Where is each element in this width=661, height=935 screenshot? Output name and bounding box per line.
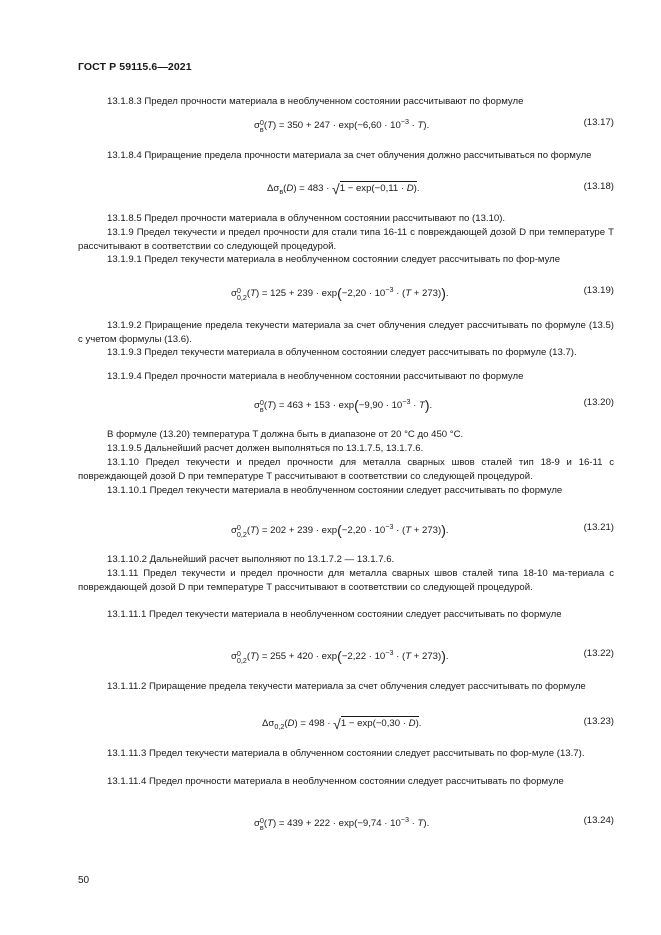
equation-13-21: σ 0 0,2 $(T) = 202 + 239 \cdot \exp(-2,20 \cdot 10^{-3} \cdot (T + 273))$. (13.21) <box>231 522 614 539</box>
equation-number: (13.17) <box>583 117 614 128</box>
paragraph-13-1-11-1: 13.1.11.1 Предел текучести материала в необлученном состоянии следует рассчитывать по формуле <box>107 609 562 620</box>
equation-number: (13.19) <box>583 285 614 296</box>
paragraph-13-1-10: 13.1.10 Предел текучести и предел прочности для металла сварных швов сталей тип 18-9 и 16-11 с повреждающей дозой D при температуре T рассчитывают в соответствии со следующей процедурой. <box>78 457 614 482</box>
paragraph-temperature-note: В формуле (13.20) температура T должна быть в диапазоне от 20 °C до 450 °C. <box>107 429 464 440</box>
square-root: √1 − exp(−0,30 · D) <box>333 716 419 732</box>
equation-number: (13.21) <box>583 522 614 533</box>
page-number: 50 <box>78 875 90 886</box>
equation-13-23: $\Delta\sigma_{0,2}(D) = 498 \cdot √1 - \exp(-0,30 \cdot D)$. (13.23) <box>262 716 614 732</box>
paragraph-13-1-9: 13.1.9 Предел текучести и предел прочности для стали типа 16-11 с повреждающей дозой D при температуре T рассчитывают в соответствии со следующей процедурой. <box>78 227 614 252</box>
equation-number: (13.24) <box>583 815 614 826</box>
equation-13-24: σ 0 в $(T) = 439 + 222 \cdot \exp(-9,74 \cdot 10^{-3} \cdot T)$. (13.24) <box>254 815 614 832</box>
equation-number: (13.20) <box>583 397 614 408</box>
paragraph-13-1-11-3: 13.1.11.3 Предел текучести материала в облученном состоянии следует рассчитывать по фор-муле (13.7). <box>107 748 585 759</box>
paragraph-13-1-9-2: 13.1.9.2 Приращение предела текучести материала за счет облучения следует рассчитывать по формуле (13.5) с учетом формулы (13.6). <box>78 320 614 345</box>
paragraph-13-1-10-2: 13.1.10.2 Дальнейший расчет выполняют по 13.1.7.2 — 13.1.7.6. <box>107 554 395 565</box>
paragraph-13-1-9-5: 13.1.9.5 Дальнейший расчет должен выполняться по 13.1.7.5, 13.1.7.6. <box>107 443 424 454</box>
paragraph-13-1-9-3: 13.1.9.3 Предел текучести материала в облученном состоянии следует рассчитывать по формуле (13.7). <box>107 347 577 358</box>
equation-13-17: σ 0 в $(T) = 350 + 247 \cdot \exp(-6,60 \cdot 10^{-3} \cdot T)$. (13.17) <box>254 117 614 134</box>
paragraph-13-1-11-4: 13.1.11.4 Предел прочности материала в необлученном состоянии следует рассчитывать по формуле <box>107 776 564 787</box>
square-root: √1 − exp(−0,11 · D) <box>332 181 417 197</box>
equation-number: (13.18) <box>583 181 614 192</box>
paragraph-13-1-8-3: 13.1.8.3 Предел прочности материала в необлученном состоянии рассчитывают по формуле <box>107 96 524 107</box>
equation-13-19: σ 0 0,2 $(T) = 125 + 239 \cdot \exp(-2,20 \cdot 10^{-3} \cdot (T + 273))$. (13.19) <box>231 285 614 302</box>
sigma-symbol: σ <box>254 120 260 131</box>
paragraph-13-1-9-1: 13.1.9.1 Предел текучести материала в необлученном состоянии следует рассчитывать по фор-муле <box>107 254 561 265</box>
paragraph-13-1-9-4: 13.1.9.4 Предел прочности материала в необлученном состоянии рассчитывают по формуле <box>107 371 524 382</box>
equation-13-20: σ 0 в $(T) = 463 + 153 \cdot \exp(-9,90 \cdot 10^{-3} \cdot T)$. (13.20) <box>254 397 614 414</box>
equation-number: (13.22) <box>583 648 614 659</box>
paragraph-13-1-11: 13.1.11 Предел текучести и предел прочности для металла сварных швов сталей типа 18-10 ма-териала с повреждающей дозой D при температуре T рассчитывают в соответствии со следующей процедурой. <box>78 568 614 593</box>
equation-13-18: $\Delta\sigma_в(D) = 483 \cdot √1 - \exp(-0,11 \cdot D)$. (13.18) <box>267 181 614 197</box>
paragraph-13-1-11-2: 13.1.11.2 Приращение предела текучести материала за счет облучения следует рассчитывать по формуле <box>107 681 586 692</box>
paragraph-13-1-8-4: 13.1.8.4 Приращение предела прочности материала за счет облучения должно рассчитываться по формуле <box>107 150 592 161</box>
document-header: ГОСТ Р 59115.6—2021 <box>78 61 192 73</box>
equation-13-22: σ 0 0,2 $(T) = 255 + 420 \cdot \exp(-2,22 \cdot 10^{-3} \cdot (T + 273))$. (13.22) <box>231 648 614 665</box>
equation-number: (13.23) <box>583 716 614 727</box>
paragraph-13-1-10-1: 13.1.10.1 Предел текучести материала в необлученном состоянии следует рассчитывать по формуле <box>107 485 563 496</box>
paragraph-13-1-8-5: 13.1.8.5 Предел прочности материала в облученном состоянии рассчитывают по (13.10). <box>107 213 506 224</box>
